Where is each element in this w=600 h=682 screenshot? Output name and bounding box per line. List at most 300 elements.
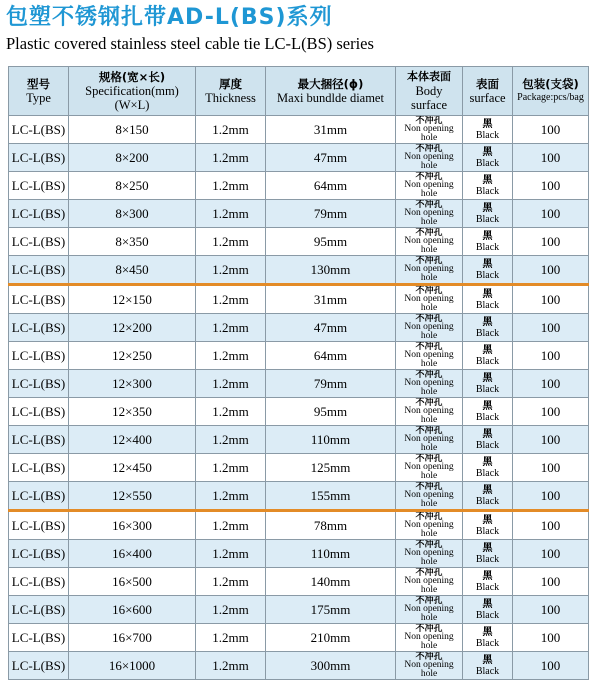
cell-diameter: 64mm	[266, 172, 396, 200]
cell-thickness: 1.2mm	[196, 370, 266, 398]
cell-package: 100	[513, 426, 589, 454]
body-surface-cn: 不冲孔	[415, 453, 443, 464]
surface-en: Black	[475, 467, 500, 479]
cell-diameter: 31mm	[266, 116, 396, 144]
body-surface-cn: 不冲孔	[415, 143, 443, 154]
spec-table	[8, 66, 589, 680]
cell-diameter: 175mm	[266, 596, 396, 624]
cell-type: LC-L(BS)	[9, 511, 69, 540]
body-surface-en2: hole	[420, 498, 438, 509]
body-surface-cn: 不冲孔	[415, 171, 443, 182]
body-surface-text	[396, 257, 462, 283]
body-surface-en1: Non opening	[404, 236, 454, 247]
cell-package: 100	[513, 454, 589, 482]
cell-package: 100	[513, 482, 589, 511]
body-surface-en1: Non opening	[404, 152, 454, 163]
cell-surface	[463, 568, 513, 596]
cell-spec: 8×250	[69, 172, 196, 200]
table-row	[9, 144, 589, 172]
body-surface-en2: hole	[420, 216, 438, 227]
cell-package: 100	[513, 624, 589, 652]
surface-text	[463, 317, 512, 339]
cell-package: 100	[513, 228, 589, 256]
cell-type: LC-L(BS)	[9, 370, 69, 398]
surface-en: Black	[475, 439, 500, 451]
header-thickness	[196, 67, 266, 116]
cell-type: LC-L(BS)	[9, 314, 69, 342]
body-surface-en2: hole	[420, 358, 438, 369]
cell-type: LC-L(BS)	[9, 144, 69, 172]
surface-cn: 黑	[482, 542, 493, 554]
cell-surface	[463, 172, 513, 200]
cell-surface	[463, 624, 513, 652]
surface-en: Black	[475, 665, 500, 677]
surface-cn: 黑	[482, 456, 493, 468]
cell-body-surface	[396, 314, 463, 342]
cell-body-surface	[396, 482, 463, 511]
body-surface-text	[396, 287, 462, 313]
cell-thickness: 1.2mm	[196, 172, 266, 200]
surface-cn: 黑	[482, 598, 493, 610]
table-row	[9, 256, 589, 285]
cell-spec: 12×400	[69, 426, 196, 454]
cell-type: LC-L(BS)	[9, 596, 69, 624]
cell-thickness: 1.2mm	[196, 116, 266, 144]
cell-type: LC-L(BS)	[9, 172, 69, 200]
table-row	[9, 482, 589, 511]
body-surface-text	[396, 145, 462, 171]
body-surface-en2: hole	[420, 272, 438, 283]
cell-body-surface	[396, 454, 463, 482]
surface-text	[463, 429, 512, 451]
table-row	[9, 596, 589, 624]
cell-thickness: 1.2mm	[196, 256, 266, 285]
table-row	[9, 568, 589, 596]
cell-spec: 8×300	[69, 200, 196, 228]
header-surface-cn: 表面	[476, 77, 499, 91]
header-body-surface	[396, 67, 463, 116]
cell-spec: 16×600	[69, 596, 196, 624]
body-surface-cn: 不冲孔	[415, 369, 443, 380]
cell-package: 100	[513, 285, 589, 314]
body-surface-en2: hole	[420, 160, 438, 171]
surface-text	[463, 373, 512, 395]
surface-en: Black	[475, 383, 500, 395]
cell-surface	[463, 370, 513, 398]
cell-surface	[463, 200, 513, 228]
cell-thickness: 1.2mm	[196, 200, 266, 228]
body-surface-en1: Non opening	[404, 434, 454, 445]
body-surface-cn: 不冲孔	[415, 199, 443, 210]
surface-en: Black	[475, 327, 500, 339]
header-body-surface-en: Body	[415, 84, 443, 98]
body-surface-en2: hole	[420, 668, 438, 679]
surface-en: Black	[475, 299, 500, 311]
cell-body-surface	[396, 398, 463, 426]
cell-body-surface	[396, 228, 463, 256]
cell-thickness: 1.2mm	[196, 314, 266, 342]
body-surface-cn: 不冲孔	[415, 595, 443, 606]
body-surface-en1: Non opening	[404, 264, 454, 275]
cell-surface	[463, 511, 513, 540]
surface-cn: 黑	[482, 174, 493, 186]
body-surface-cn: 不冲孔	[415, 425, 443, 436]
body-surface-cn: 不冲孔	[415, 285, 443, 296]
surface-en: Black	[475, 241, 500, 253]
cell-body-surface	[396, 652, 463, 680]
table-row	[9, 398, 589, 426]
header-diameter	[266, 67, 396, 116]
cell-diameter: 64mm	[266, 342, 396, 370]
cell-type: LC-L(BS)	[9, 540, 69, 568]
cell-spec: 8×450	[69, 256, 196, 285]
cell-thickness: 1.2mm	[196, 568, 266, 596]
body-surface-cn: 不冲孔	[415, 227, 443, 238]
cell-spec: 12×550	[69, 482, 196, 511]
cell-spec: 12×300	[69, 370, 196, 398]
cell-thickness: 1.2mm	[196, 285, 266, 314]
surface-en: Black	[475, 553, 500, 565]
body-surface-en2: hole	[420, 414, 438, 425]
cell-type: LC-L(BS)	[9, 256, 69, 285]
cell-diameter: 300mm	[266, 652, 396, 680]
cell-diameter: 125mm	[266, 454, 396, 482]
header-type	[9, 67, 69, 116]
body-surface-en2: hole	[420, 584, 438, 595]
body-surface-text	[396, 483, 462, 509]
body-surface-text	[396, 513, 462, 539]
cell-thickness: 1.2mm	[196, 342, 266, 370]
surface-cn: 黑	[482, 316, 493, 328]
table-header-row	[9, 67, 589, 116]
cell-package: 100	[513, 116, 589, 144]
body-surface-en1: Non opening	[404, 322, 454, 333]
cell-spec: 12×450	[69, 454, 196, 482]
surface-cn: 黑	[482, 654, 493, 666]
cell-diameter: 31mm	[266, 285, 396, 314]
body-surface-cn: 不冲孔	[415, 651, 443, 662]
cell-type: LC-L(BS)	[9, 285, 69, 314]
cell-diameter: 47mm	[266, 314, 396, 342]
cell-body-surface	[396, 370, 463, 398]
body-surface-text	[396, 229, 462, 255]
surface-text	[463, 655, 512, 677]
surface-text	[463, 203, 512, 225]
cell-spec: 16×400	[69, 540, 196, 568]
header-type-cn: 型号	[27, 77, 50, 91]
body-surface-cn: 不冲孔	[415, 567, 443, 578]
surface-cn: 黑	[482, 202, 493, 214]
cell-thickness: 1.2mm	[196, 596, 266, 624]
body-surface-cn: 不冲孔	[415, 511, 443, 522]
header-surface	[463, 67, 513, 116]
cell-thickness: 1.2mm	[196, 540, 266, 568]
table-row	[9, 511, 589, 540]
body-surface-text	[396, 427, 462, 453]
surface-en: Black	[475, 411, 500, 423]
cell-package: 100	[513, 568, 589, 596]
body-surface-text	[396, 625, 462, 651]
surface-cn: 黑	[482, 118, 493, 130]
surface-en: Black	[475, 355, 500, 367]
table-row	[9, 540, 589, 568]
header-package-en: Package:pcs/bag	[517, 92, 584, 103]
table-row	[9, 314, 589, 342]
surface-en: Black	[475, 495, 500, 507]
cell-type: LC-L(BS)	[9, 426, 69, 454]
cell-body-surface	[396, 511, 463, 540]
cell-type: LC-L(BS)	[9, 652, 69, 680]
surface-text	[463, 147, 512, 169]
header-spec-en2: (W×L)	[114, 98, 150, 112]
body-surface-en2: hole	[420, 302, 438, 313]
table-row	[9, 370, 589, 398]
cell-package: 100	[513, 540, 589, 568]
cell-body-surface	[396, 116, 463, 144]
cell-diameter: 95mm	[266, 228, 396, 256]
body-surface-en1: Non opening	[404, 378, 454, 389]
surface-cn: 黑	[482, 146, 493, 158]
surface-en: Black	[475, 637, 500, 649]
header-package-cn: 包装(支袋)	[522, 77, 579, 91]
body-surface-text	[396, 315, 462, 341]
header-spec	[69, 67, 196, 116]
cell-diameter: 79mm	[266, 370, 396, 398]
surface-en: Black	[475, 609, 500, 621]
table-row	[9, 172, 589, 200]
surface-cn: 黑	[482, 400, 493, 412]
surface-cn: 黑	[482, 258, 493, 270]
cell-thickness: 1.2mm	[196, 652, 266, 680]
cell-spec: 16×300	[69, 511, 196, 540]
surface-text	[463, 259, 512, 281]
body-surface-cn: 不冲孔	[415, 539, 443, 550]
surface-cn: 黑	[482, 626, 493, 638]
cell-diameter: 78mm	[266, 511, 396, 540]
cell-body-surface	[396, 144, 463, 172]
cell-surface	[463, 256, 513, 285]
cell-surface	[463, 596, 513, 624]
cell-body-surface	[396, 285, 463, 314]
cell-thickness: 1.2mm	[196, 426, 266, 454]
body-surface-text	[396, 173, 462, 199]
cell-package: 100	[513, 144, 589, 172]
body-surface-cn: 不冲孔	[415, 397, 443, 408]
surface-en: Black	[475, 269, 500, 281]
body-surface-en2: hole	[420, 132, 438, 143]
header-type-en: Type	[26, 91, 51, 105]
body-surface-en1: Non opening	[404, 604, 454, 615]
cell-diameter: 210mm	[266, 624, 396, 652]
cell-spec: 8×200	[69, 144, 196, 172]
cell-package: 100	[513, 370, 589, 398]
cell-type: LC-L(BS)	[9, 454, 69, 482]
body-surface-en2: hole	[420, 640, 438, 651]
cell-diameter: 155mm	[266, 482, 396, 511]
body-surface-en1: Non opening	[404, 208, 454, 219]
cell-surface	[463, 228, 513, 256]
header-spec-cn: 规格(宽×长)	[98, 70, 166, 84]
cell-spec: 8×350	[69, 228, 196, 256]
cell-thickness: 1.2mm	[196, 144, 266, 172]
cell-thickness: 1.2mm	[196, 228, 266, 256]
cell-diameter: 95mm	[266, 398, 396, 426]
surface-text	[463, 345, 512, 367]
body-surface-cn: 不冲孔	[415, 255, 443, 266]
table-row	[9, 285, 589, 314]
body-surface-cn: 不冲孔	[415, 341, 443, 352]
cell-diameter: 110mm	[266, 426, 396, 454]
cell-package: 100	[513, 398, 589, 426]
cell-diameter: 79mm	[266, 200, 396, 228]
cell-body-surface	[396, 426, 463, 454]
cell-diameter: 47mm	[266, 144, 396, 172]
table-row	[9, 426, 589, 454]
cell-spec: 12×200	[69, 314, 196, 342]
cell-thickness: 1.2mm	[196, 624, 266, 652]
page-title-en: Plastic covered stainless steel cable tie LC-L(BS) series	[6, 34, 374, 53]
surface-cn: 黑	[482, 514, 493, 526]
body-surface-en1: Non opening	[404, 548, 454, 559]
cell-type: LC-L(BS)	[9, 342, 69, 370]
body-surface-en1: Non opening	[404, 576, 454, 587]
surface-en: Black	[475, 157, 500, 169]
body-surface-en2: hole	[420, 612, 438, 623]
cell-surface	[463, 454, 513, 482]
header-package	[513, 67, 589, 116]
surface-en: Black	[475, 185, 500, 197]
header-spec-en: Specification(mm)	[85, 84, 179, 98]
surface-text	[463, 401, 512, 423]
cell-spec: 16×700	[69, 624, 196, 652]
body-surface-text	[396, 371, 462, 397]
surface-en: Black	[475, 581, 500, 593]
cell-diameter: 130mm	[266, 256, 396, 285]
cell-diameter: 110mm	[266, 540, 396, 568]
body-surface-en2: hole	[420, 528, 438, 539]
header-diameter-en: Maxi bundlde diamet	[277, 91, 384, 105]
cell-package: 100	[513, 511, 589, 540]
cell-type: LC-L(BS)	[9, 482, 69, 511]
cell-package: 100	[513, 652, 589, 680]
cell-body-surface	[396, 568, 463, 596]
cell-type: LC-L(BS)	[9, 116, 69, 144]
cell-spec: 12×350	[69, 398, 196, 426]
cell-package: 100	[513, 314, 589, 342]
cell-package: 100	[513, 256, 589, 285]
body-surface-text	[396, 541, 462, 567]
header-thickness-en: Thickness	[205, 91, 256, 105]
body-surface-en1: Non opening	[404, 180, 454, 191]
body-surface-text	[396, 117, 462, 143]
body-surface-text	[396, 201, 462, 227]
surface-text	[463, 543, 512, 565]
body-surface-en1: Non opening	[404, 124, 454, 135]
cell-surface	[463, 652, 513, 680]
surface-cn: 黑	[482, 484, 493, 496]
header-body-surface-cn: 本体表面	[407, 70, 451, 83]
body-surface-cn: 不冲孔	[415, 623, 443, 634]
header-thickness-cn: 厚度	[219, 77, 242, 91]
body-surface-text	[396, 569, 462, 595]
table-row	[9, 228, 589, 256]
cell-spec: 12×150	[69, 285, 196, 314]
surface-text	[463, 627, 512, 649]
cell-package: 100	[513, 200, 589, 228]
cell-thickness: 1.2mm	[196, 482, 266, 511]
body-surface-en1: Non opening	[404, 632, 454, 643]
surface-text	[463, 289, 512, 311]
cell-thickness: 1.2mm	[196, 454, 266, 482]
table-row	[9, 342, 589, 370]
surface-text	[463, 515, 512, 537]
cell-package: 100	[513, 172, 589, 200]
table-row	[9, 624, 589, 652]
cell-body-surface	[396, 596, 463, 624]
body-surface-en2: hole	[420, 244, 438, 255]
body-surface-en1: Non opening	[404, 490, 454, 501]
cell-body-surface	[396, 172, 463, 200]
surface-en: Black	[475, 213, 500, 225]
body-surface-en1: Non opening	[404, 462, 454, 473]
table-body	[9, 116, 589, 680]
body-surface-cn: 不冲孔	[415, 115, 443, 126]
header-surface-en: surface	[469, 91, 506, 105]
body-surface-en1: Non opening	[404, 406, 454, 417]
cell-thickness: 1.2mm	[196, 398, 266, 426]
cell-spec: 16×500	[69, 568, 196, 596]
body-surface-en2: hole	[420, 556, 438, 567]
table-row	[9, 116, 589, 144]
cell-surface	[463, 482, 513, 511]
body-surface-text	[396, 343, 462, 369]
cell-surface	[463, 540, 513, 568]
body-surface-en2: hole	[420, 386, 438, 397]
surface-text	[463, 457, 512, 479]
body-surface-text	[396, 597, 462, 623]
cell-type: LC-L(BS)	[9, 568, 69, 596]
body-surface-cn: 不冲孔	[415, 481, 443, 492]
cell-body-surface	[396, 624, 463, 652]
body-surface-en2: hole	[420, 470, 438, 481]
cell-surface	[463, 314, 513, 342]
surface-text	[463, 231, 512, 253]
surface-text	[463, 485, 512, 507]
body-surface-text	[396, 653, 462, 679]
cell-diameter: 140mm	[266, 568, 396, 596]
cell-surface	[463, 398, 513, 426]
cell-body-surface	[396, 200, 463, 228]
surface-cn: 黑	[482, 230, 493, 242]
body-surface-en1: Non opening	[404, 294, 454, 305]
cell-body-surface	[396, 256, 463, 285]
body-surface-en2: hole	[420, 330, 438, 341]
surface-cn: 黑	[482, 570, 493, 582]
surface-en: Black	[475, 525, 500, 537]
cell-surface	[463, 116, 513, 144]
body-surface-text	[396, 399, 462, 425]
cell-spec: 8×150	[69, 116, 196, 144]
cell-surface	[463, 342, 513, 370]
surface-text	[463, 571, 512, 593]
body-surface-en2: hole	[420, 442, 438, 453]
body-surface-en1: Non opening	[404, 660, 454, 671]
cell-package: 100	[513, 342, 589, 370]
surface-cn: 黑	[482, 428, 493, 440]
surface-text	[463, 119, 512, 141]
cell-surface	[463, 144, 513, 172]
cell-type: LC-L(BS)	[9, 228, 69, 256]
